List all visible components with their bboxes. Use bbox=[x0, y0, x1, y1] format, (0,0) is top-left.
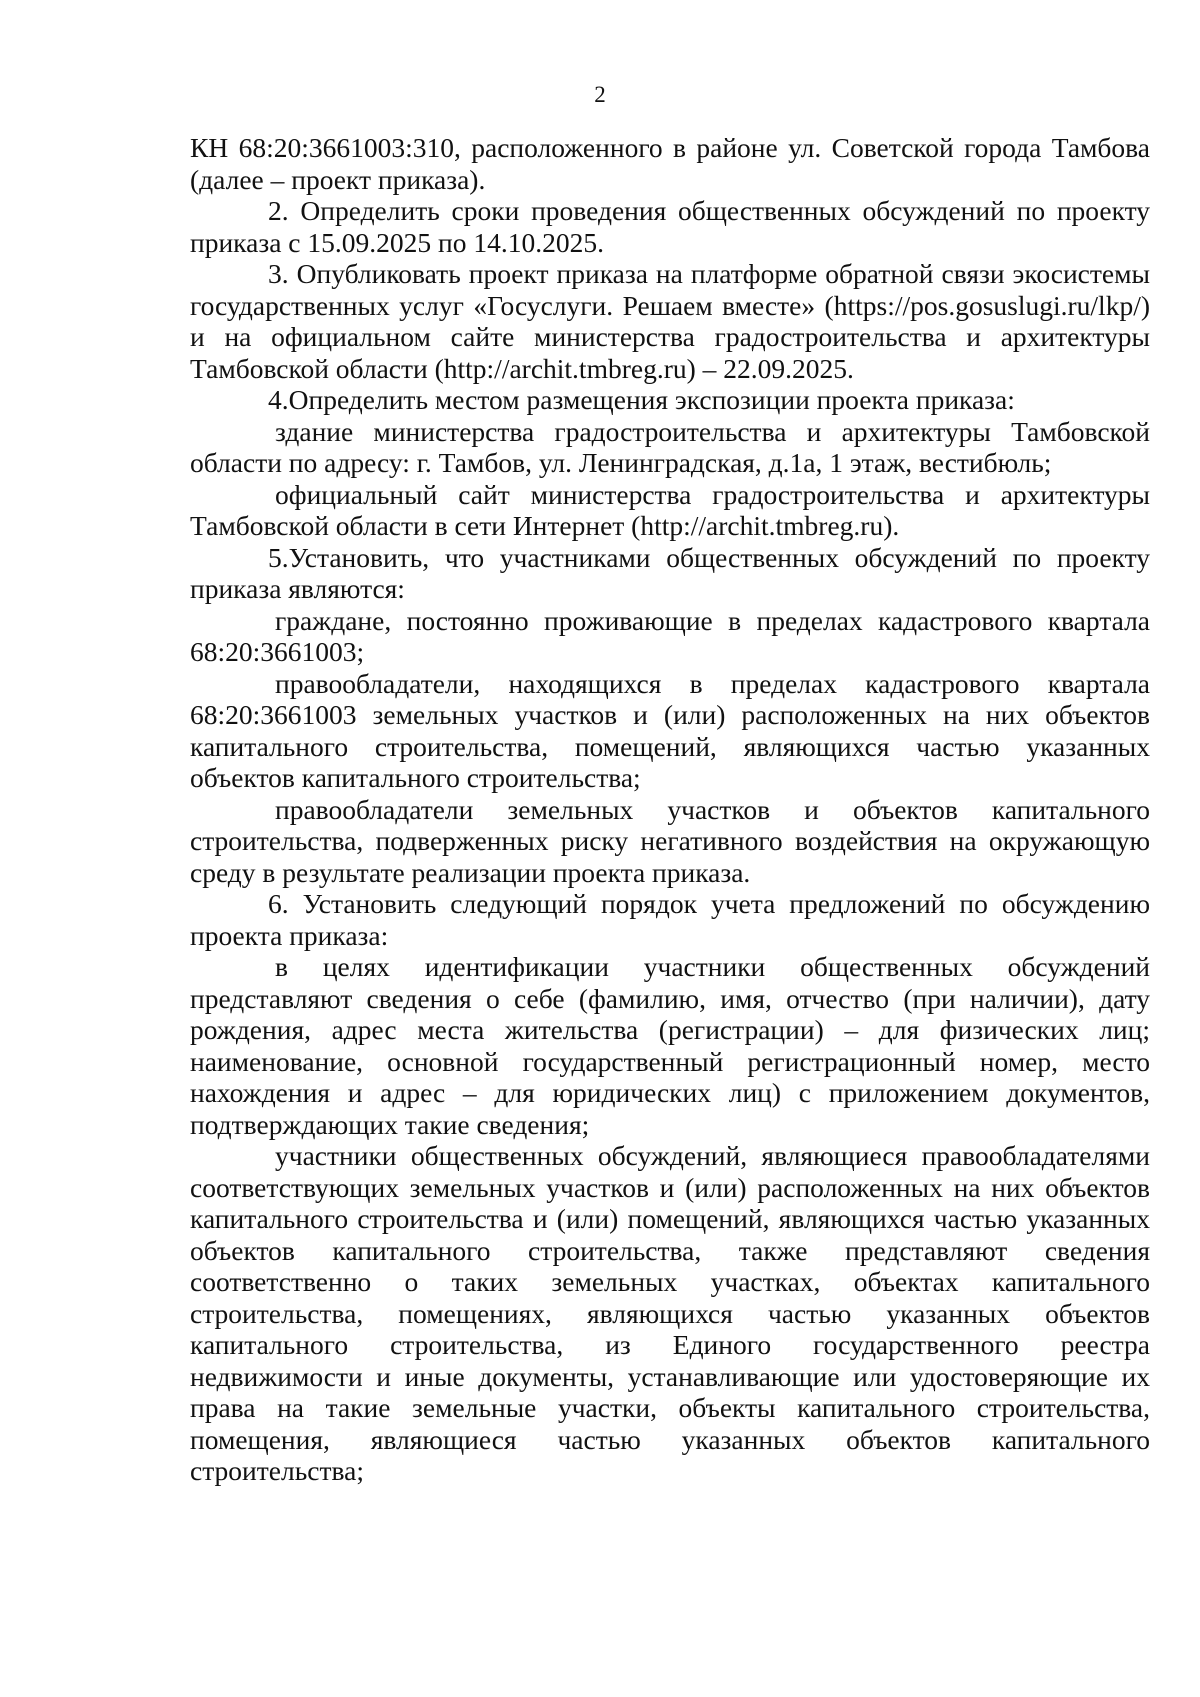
paragraph-item-2: 2. Определить сроки проведения общественных обсуждений по проекту приказа с 15.09.2025 по 14.10.2025. bbox=[190, 195, 1150, 258]
paragraph-item-6: 6. Установить следующий порядок учета предложений по обсуждению проекта приказа: bbox=[190, 888, 1150, 951]
paragraph-item-5-rightholders-risk: правообладатели земельных участков и объектов капитального строительства, подверженных риску негативного воздействия на окружающую среду в результате реализации проекта приказа. bbox=[190, 793, 1150, 888]
paragraph-item-5-citizens: граждане, постоянно проживающие в пределах кадастрового квартала 68:20:3661003; bbox=[190, 604, 1150, 667]
paragraph-item-4: 4.Определить местом размещения экспозиции проекта приказа: bbox=[268, 384, 1015, 415]
paragraph-item-3: 3. Опубликовать проект приказа на платформе обратной связи экосистемы государственных услуг «Госуслуги. Решаем вместе» (https://pos.gosuslugi.ru/lkp/) и на официальном сайте министерства градостроительства и архитектуры Тамбовской области (http://archit.tmbreg.ru) – 22.09.2025. bbox=[190, 258, 1150, 384]
page-number: 2 bbox=[594, 82, 606, 107]
paragraph-item-4-website: официальный сайт министерства градостроительства и архитектуры Тамбовской области в сети Интернет (http://archit.tmbreg.ru). bbox=[190, 478, 1150, 541]
paragraph-item-4-building: здание министерства градостроительства и архитектуры Тамбовской области по адресу: г. Тамбов, ул. Ленинградская, д.1а, 1 этаж, вестибюль; bbox=[190, 415, 1150, 478]
paragraph-item-6-identification: в целях идентификации участники общественных обсуждений представляют сведения о себе (фамилию, имя, отчество (при наличии), дату рождения, адрес места жительства (регистрации) – для физических лиц; наименование, основной государственный регистрационный номер, место нахождения и адрес – для юридических лиц) с приложением документов, подтверждающих такие сведения; bbox=[190, 951, 1150, 1140]
paragraph-continuation: КН 68:20:3661003:310, расположенного в районе ул. Советской города Тамбова (далее – проект приказа). bbox=[190, 132, 1150, 195]
document-body bbox=[190, 132, 1150, 1487]
paragraph-item-6-rightholders-info: участники общественных обсуждений, являющиеся правообладателями соответствующих земельных участков и (или) расположенных на них объектов капитального строительства и (или) помещений, являющихся частью указанных объектов капитального строительства, также представляют сведения соответственно о таких земельных участках, объектах капитального строительства, помещениях, являющихся частью указанных объектов капитального строительства, из Единого государственного реестра недвижимости и иные документы, устанавливающие или удостоверяющие их права на такие земельные участки, объекты капитального строительства, помещения, являющиеся частью указанных объектов капитального строительства; bbox=[190, 1140, 1150, 1486]
paragraph-item-5: 5.Установить, что участниками общественных обсуждений по проекту приказа являются: bbox=[190, 541, 1150, 604]
paragraph-item-5-rightholders-quarter: правообладатели, находящихся в пределах кадастрового квартала 68:20:3661003 земельных участков и (или) расположенных на них объектов капитального строительства, помещений, являющихся частью указанных объектов капитального строительства; bbox=[190, 667, 1150, 793]
